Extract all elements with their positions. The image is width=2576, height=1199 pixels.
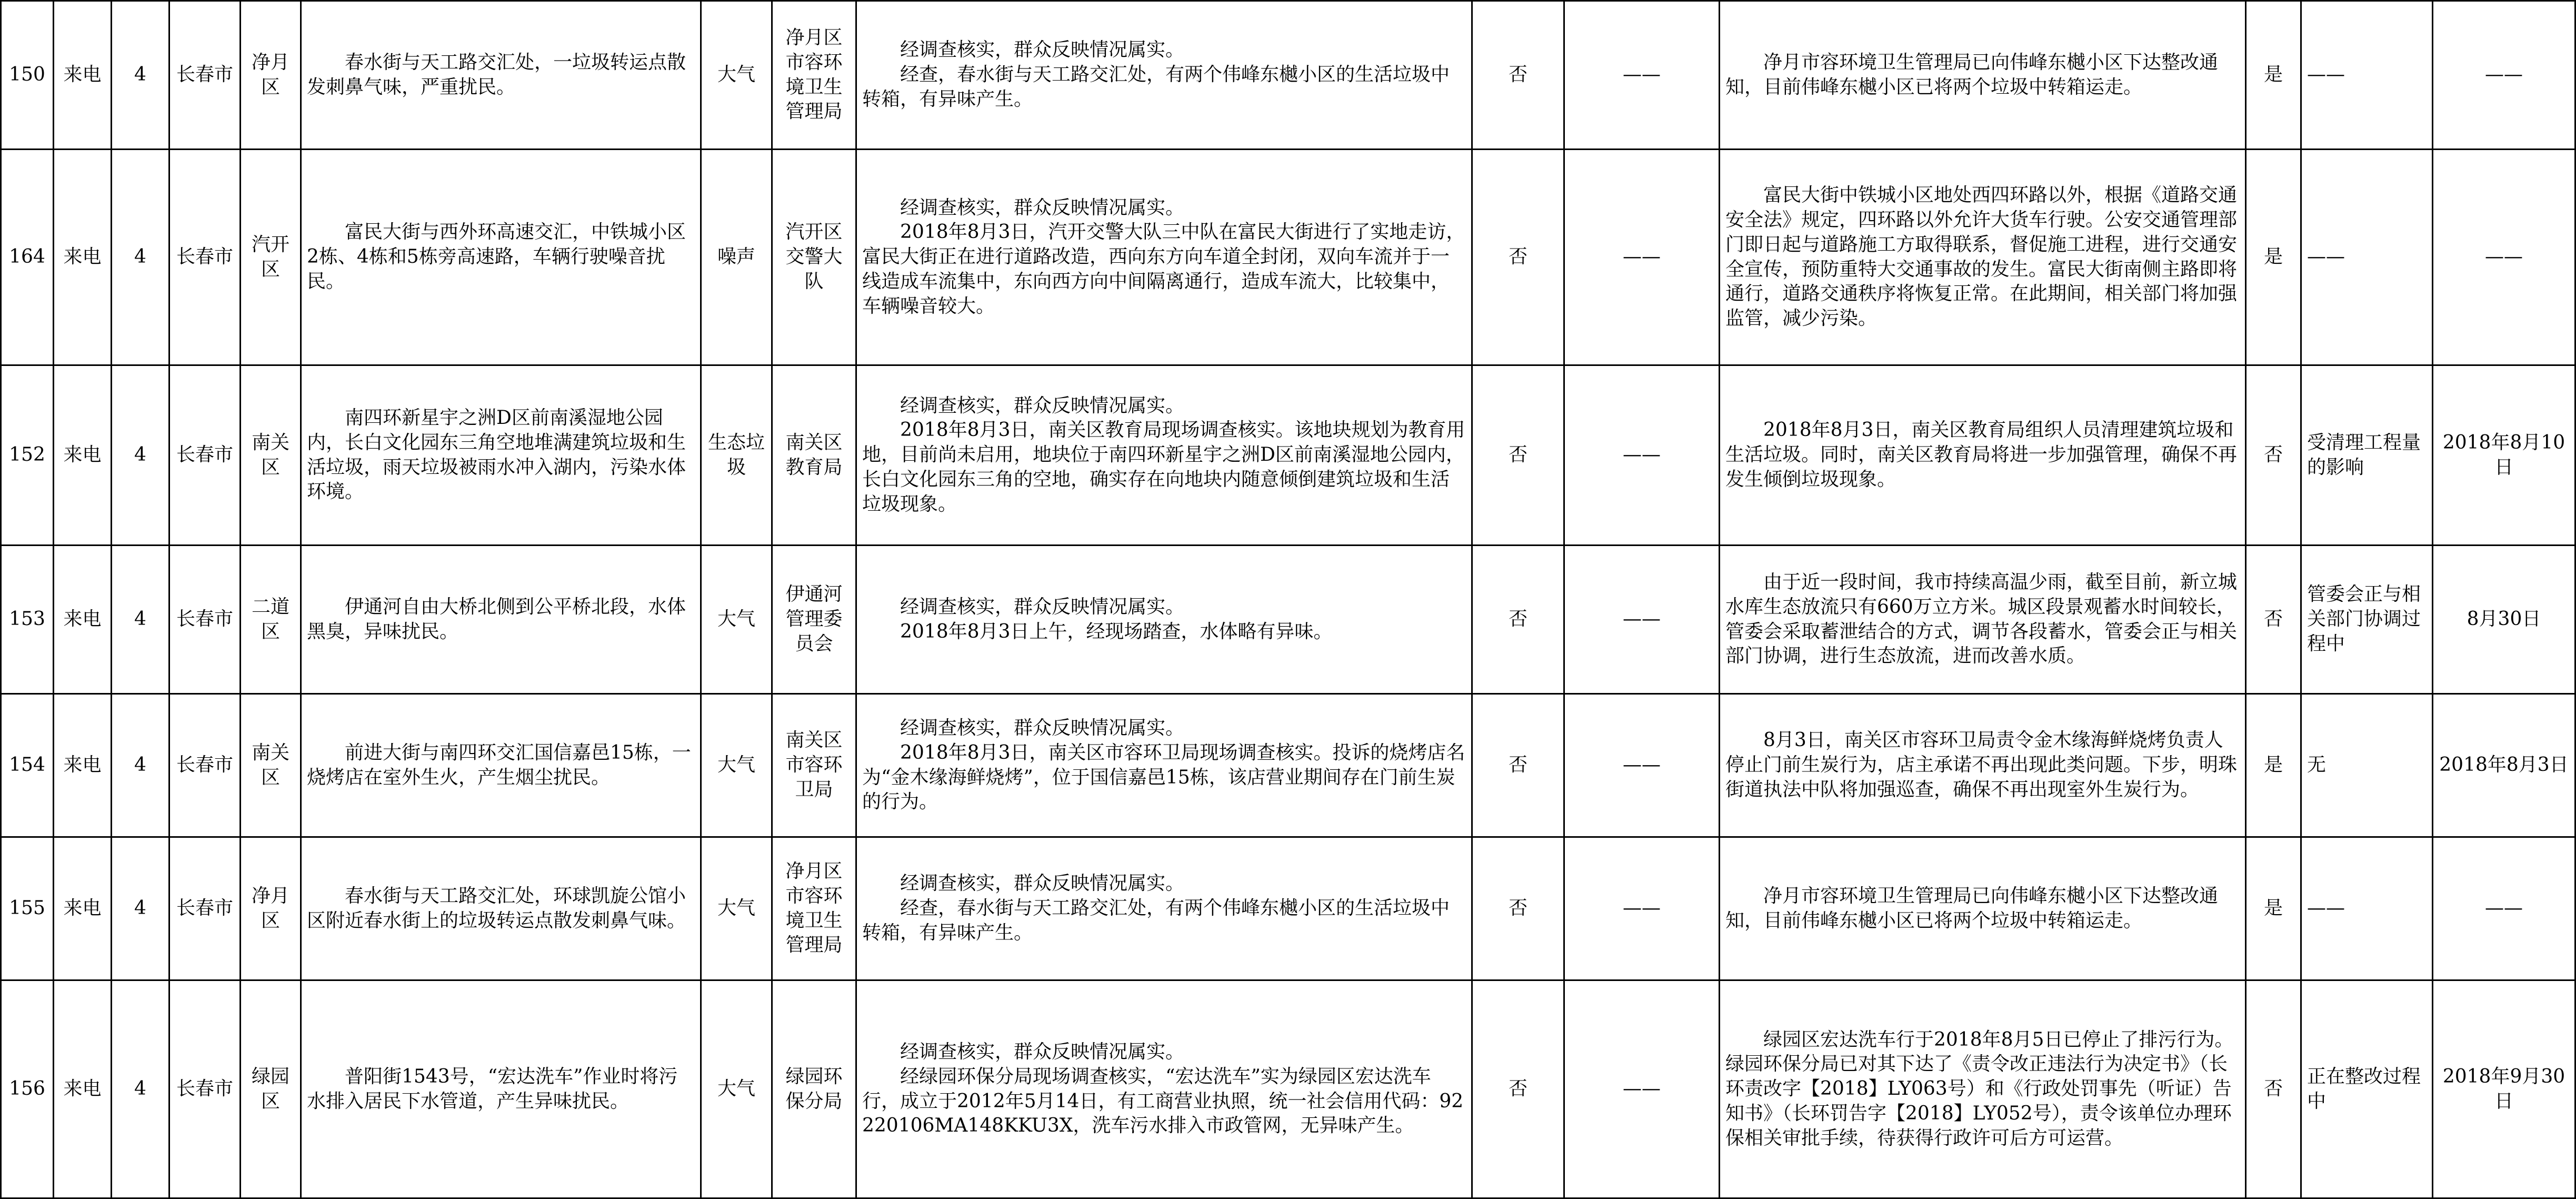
cell-completed: 是 xyxy=(2246,1,2301,150)
cell-investigation-findings-paragraph: 2018年8月3日，南关区教育局现场调查核实。该地块规划为教育用地，目前尚未启用，地块位于南四环新星宇之洲D区前南溪湿地公园内，长白文化园东三角的空地，确实存在向地块内随意倾倒建筑垃圾和生活垃圾现象。 xyxy=(862,419,1465,515)
cell-number: 155 xyxy=(1,837,54,980)
cell-investigation-findings xyxy=(856,150,1472,365)
cell-number: 150 xyxy=(1,1,54,150)
cell-completed: 否 xyxy=(2246,365,2301,546)
cell-pollution-type: 大气 xyxy=(701,837,772,980)
cell-reason: 无 xyxy=(2301,694,2433,837)
cell-investigation-findings xyxy=(856,365,1472,546)
cell-batch: 4 xyxy=(112,837,169,980)
cell-responsible-unit: 南关区教育局 xyxy=(772,365,856,546)
cell-city: 长春市 xyxy=(169,980,241,1198)
cell-source: 来电 xyxy=(54,546,112,694)
cell-city: 长春市 xyxy=(169,150,241,365)
cell-investigation-findings xyxy=(856,837,1472,980)
cell-number: 152 xyxy=(1,365,54,546)
cell-accountable: 否 xyxy=(1472,546,1564,694)
cell-deadline: 8月30日 xyxy=(2433,546,2575,694)
cell-responsible-unit: 汽开区交警大队 xyxy=(772,150,856,365)
cell-complaint-content xyxy=(301,546,701,694)
cell-number: 153 xyxy=(1,546,54,694)
cell-accountable: 否 xyxy=(1472,365,1564,546)
cell-complaint-content xyxy=(301,837,701,980)
cell-city: 长春市 xyxy=(169,365,241,546)
cell-complaint-content-text: 伊通河自由大桥北侧到公平桥北段，水体黑臭，异味扰民。 xyxy=(307,596,686,642)
cell-responsible-unit: 伊通河管理委员会 xyxy=(772,546,856,694)
cell-investigation-findings-paragraph: 经调查核实，群众反映情况属实。 xyxy=(900,1041,1185,1063)
cell-accountable: 否 xyxy=(1472,150,1564,365)
cell-number: 156 xyxy=(1,980,54,1198)
cell-completed: 是 xyxy=(2246,837,2301,980)
cell-pollution-type: 大气 xyxy=(701,546,772,694)
cell-pollution-type: 大气 xyxy=(701,980,772,1198)
cell-accountability: —— xyxy=(1564,980,1720,1198)
cell-investigation-findings xyxy=(856,980,1472,1198)
cell-reason: —— xyxy=(2301,1,2433,150)
cell-deadline: 2018年8月10日 xyxy=(2433,365,2575,546)
cell-source: 来电 xyxy=(54,150,112,365)
cell-accountable: 否 xyxy=(1472,694,1564,837)
cell-district: 净月区 xyxy=(241,1,301,150)
cell-source: 来电 xyxy=(54,365,112,546)
cell-pollution-type: 大气 xyxy=(701,694,772,837)
cell-deadline: —— xyxy=(2433,1,2575,150)
cell-complaint-content xyxy=(301,150,701,365)
cell-city: 长春市 xyxy=(169,694,241,837)
cell-rectification xyxy=(1720,546,2246,694)
cell-complaint-content xyxy=(301,1,701,150)
cell-responsible-unit: 净月区市容环境卫生管理局 xyxy=(772,837,856,980)
cell-investigation-findings-paragraph: 经调查核实，群众反映情况属实。 xyxy=(900,196,1185,219)
cell-investigation-findings-paragraph: 经调查核实，群众反映情况属实。 xyxy=(900,394,1185,417)
cell-rectification-paragraph: 绿园区宏达洗车行于2018年8月5日已停止了排污行为。绿园环保分局已对其下达了《责令改正违法行为决定书》（长环责改字【2018】LY063号）和《行政处罚事先（听证）告知书》（长环罚告字【2018】LY052号），责令该单位办理环保相关审批手续，待获得行政许可后方可运营。 xyxy=(1725,1028,2234,1149)
cell-rectification xyxy=(1720,980,2246,1198)
cell-batch: 4 xyxy=(112,150,169,365)
cell-investigation-findings-paragraph: 经绿园环保分局现场调查核实，“宏达洗车”实为绿园区宏达洗车行，成立于2012年5月14日，有工商营业执照，统一社会信用代码：92220106MA148KKU3X，洗车污水排入市政管网，无异味产生。 xyxy=(862,1065,1464,1137)
cell-rectification-paragraph: 净月市容环境卫生管理局已向伟峰东樾小区下达整改通知，目前伟峰东樾小区已将两个垃圾中转箱运走。 xyxy=(1725,885,2219,932)
cell-complaint-content-text: 普阳街1543号，“宏达洗车”作业时将污水排入居民下水管道，产生异味扰民。 xyxy=(307,1065,678,1112)
cell-complaint-content-text: 春水街与天工路交汇处，环球凯旋公馆小区附近春水街上的垃圾转运点散发刺鼻气味。 xyxy=(307,885,686,932)
cell-accountability: —— xyxy=(1564,150,1720,365)
cell-responsible-unit: 净月区市容环境卫生管理局 xyxy=(772,1,856,150)
cell-accountability: —— xyxy=(1564,546,1720,694)
cell-complaint-content xyxy=(301,980,701,1198)
cell-rectification xyxy=(1720,365,2246,546)
cell-investigation-findings-paragraph: 经调查核实，群众反映情况属实。 xyxy=(900,596,1185,618)
table-row xyxy=(1,837,2575,980)
cell-accountability: —— xyxy=(1564,1,1720,150)
cell-district: 绿园区 xyxy=(241,980,301,1198)
cell-accountable: 否 xyxy=(1472,980,1564,1198)
cell-pollution-type: 大气 xyxy=(701,1,772,150)
cell-investigation-findings-paragraph: 经调查核实，群众反映情况属实。 xyxy=(900,717,1185,739)
cell-accountable: 否 xyxy=(1472,1,1564,150)
cell-investigation-findings-paragraph: 2018年8月3日上午，经现场踏查，水体略有异味。 xyxy=(900,620,1333,642)
cell-district: 南关区 xyxy=(241,694,301,837)
cell-district: 南关区 xyxy=(241,365,301,546)
cell-accountable: 否 xyxy=(1472,837,1564,980)
cell-district: 汽开区 xyxy=(241,150,301,365)
cell-batch: 4 xyxy=(112,546,169,694)
cell-reason: —— xyxy=(2301,837,2433,980)
cell-completed: 是 xyxy=(2246,694,2301,837)
table-row xyxy=(1,694,2575,837)
cell-complaint-content xyxy=(301,365,701,546)
table-row xyxy=(1,1,2575,150)
cell-pollution-type: 噪声 xyxy=(701,150,772,365)
cell-batch: 4 xyxy=(112,365,169,546)
cell-complaint-content-text: 前进大街与南四环交汇国信嘉邑15栋，一烧烤店在室外生火，产生烟尘扰民。 xyxy=(307,741,691,788)
cell-district: 净月区 xyxy=(241,837,301,980)
cell-investigation-findings-paragraph: 经查，春水街与天工路交汇处，有两个伟峰东樾小区的生活垃圾中转箱，有异味产生。 xyxy=(862,897,1450,944)
cell-investigation-findings-paragraph: 2018年8月3日，南关区市容环卫局现场调查核实。投诉的烧烤店名为“金木缘海鲜烧烤”，位于国信嘉邑15栋，该店营业期间存在门前生炭的行为。 xyxy=(862,741,1465,813)
cell-city: 长春市 xyxy=(169,1,241,150)
table-row xyxy=(1,546,2575,694)
cell-complaint-content xyxy=(301,694,701,837)
cell-responsible-unit: 南关区市容环卫局 xyxy=(772,694,856,837)
cell-district: 二道区 xyxy=(241,546,301,694)
cell-accountability: —— xyxy=(1564,694,1720,837)
cell-rectification-paragraph: 8月3日，南关区市容环卫局责令金木缘海鲜烧烤负责人停止门前生炭行为，店主承诺不再出现此类问题。下步，明珠街道执法中队将加强巡查，确保不再出现室外生炭行为。 xyxy=(1725,729,2238,800)
table-row xyxy=(1,365,2575,546)
cell-source: 来电 xyxy=(54,837,112,980)
cell-reason: —— xyxy=(2301,150,2433,365)
cell-investigation-findings xyxy=(856,546,1472,694)
cell-rectification xyxy=(1720,694,2246,837)
cell-investigation-findings xyxy=(856,694,1472,837)
cell-investigation-findings xyxy=(856,1,1472,150)
cell-investigation-findings-paragraph: 经调查核实，群众反映情况属实。 xyxy=(900,873,1185,895)
cell-accountability: —— xyxy=(1564,365,1720,546)
cell-rectification-paragraph: 净月市容环境卫生管理局已向伟峰东樾小区下达整改通知，目前伟峰东樾小区已将两个垃圾中转箱运走。 xyxy=(1725,51,2219,98)
cell-reason: 受清理工程量的影响 xyxy=(2301,365,2433,546)
cell-source: 来电 xyxy=(54,1,112,150)
cell-rectification xyxy=(1720,150,2246,365)
cell-batch: 4 xyxy=(112,694,169,837)
cell-completed: 是 xyxy=(2246,150,2301,365)
cell-rectification-paragraph: 由于近一段时间，我市持续高温少雨，截至目前，新立城水库生态放流只有660万立方米。城区段景观蓄水时间较长，管委会采取蓄泄结合的方式，调节各段蓄水，管委会正与相关部门协调，进行生态放流，进而改善水质。 xyxy=(1725,571,2238,667)
cell-completed: 否 xyxy=(2246,546,2301,694)
cell-rectification xyxy=(1720,837,2246,980)
cell-responsible-unit: 绿园环保分局 xyxy=(772,980,856,1198)
table-row xyxy=(1,150,2575,365)
cell-reason: 管委会正与相关部门协调过程中 xyxy=(2301,546,2433,694)
cell-complaint-content-text: 富民大街与西外环高速交汇，中铁城小区2栋、4栋和5栋旁高速路，车辆行驶噪音扰民。 xyxy=(307,221,686,292)
cell-batch: 4 xyxy=(112,980,169,1198)
cell-investigation-findings-paragraph: 经查，春水街与天工路交汇处，有两个伟峰东樾小区的生活垃圾中转箱，有异味产生。 xyxy=(862,64,1450,110)
cell-investigation-findings-paragraph: 经调查核实，群众反映情况属实。 xyxy=(900,39,1185,61)
cell-complaint-content-text: 春水街与天工路交汇处，一垃圾转运点散发刺鼻气味，严重扰民。 xyxy=(307,51,686,98)
cell-deadline: 2018年9月30日 xyxy=(2433,980,2575,1198)
cell-source: 来电 xyxy=(54,694,112,837)
cell-city: 长春市 xyxy=(169,837,241,980)
cell-deadline: —— xyxy=(2433,837,2575,980)
cell-accountability: —— xyxy=(1564,837,1720,980)
cell-investigation-findings-paragraph: 2018年8月3日，汽开交警大队三中队在富民大街进行了实地走访，富民大街正在进行道路改造，西向东方向车道全封闭，双向车流并于一线造成车流集中，东向西方向中间隔离通行，造成车流大，比较集中，车辆噪音较大。 xyxy=(862,221,1465,317)
cell-number: 164 xyxy=(1,150,54,365)
cell-complaint-content-text: 南四环新星宇之洲D区前南溪湿地公园内，长白文化园东三角空地堆满建筑垃圾和生活垃圾，雨天垃圾被雨水冲入湖内，污染水体环境。 xyxy=(307,407,686,503)
table-body xyxy=(1,1,2575,1198)
cell-city: 长春市 xyxy=(169,546,241,694)
table-row xyxy=(1,980,2575,1198)
cell-completed: 否 xyxy=(2246,980,2301,1198)
cell-rectification-paragraph: 富民大街中铁城小区地处西四环路以外，根据《道路交通安全法》规定，四环路以外允许大货车行驶。公安交通管理部门即日起与道路施工方取得联系，督促施工进程，进行交通安全宣传，预防重特大交通事故的发生。富民大街南侧主路即将通行，道路交通秩序将恢复正常。在此期间，相关部门将加强监管，减少污染。 xyxy=(1725,184,2238,330)
cell-rectification-paragraph: 2018年8月3日，南关区教育局组织人员清理建筑垃圾和生活垃圾。同时，南关区教育局将进一步加强管理，确保不再发生倾倒垃圾现象。 xyxy=(1725,419,2238,490)
cell-pollution-type: 生态垃圾 xyxy=(701,365,772,546)
cell-batch: 4 xyxy=(112,1,169,150)
cell-deadline: —— xyxy=(2433,150,2575,365)
cell-reason: 正在整改过程中 xyxy=(2301,980,2433,1198)
cell-deadline: 2018年8月3日 xyxy=(2433,694,2575,837)
cell-number: 154 xyxy=(1,694,54,837)
cell-source: 来电 xyxy=(54,980,112,1198)
cell-rectification xyxy=(1720,1,2246,150)
